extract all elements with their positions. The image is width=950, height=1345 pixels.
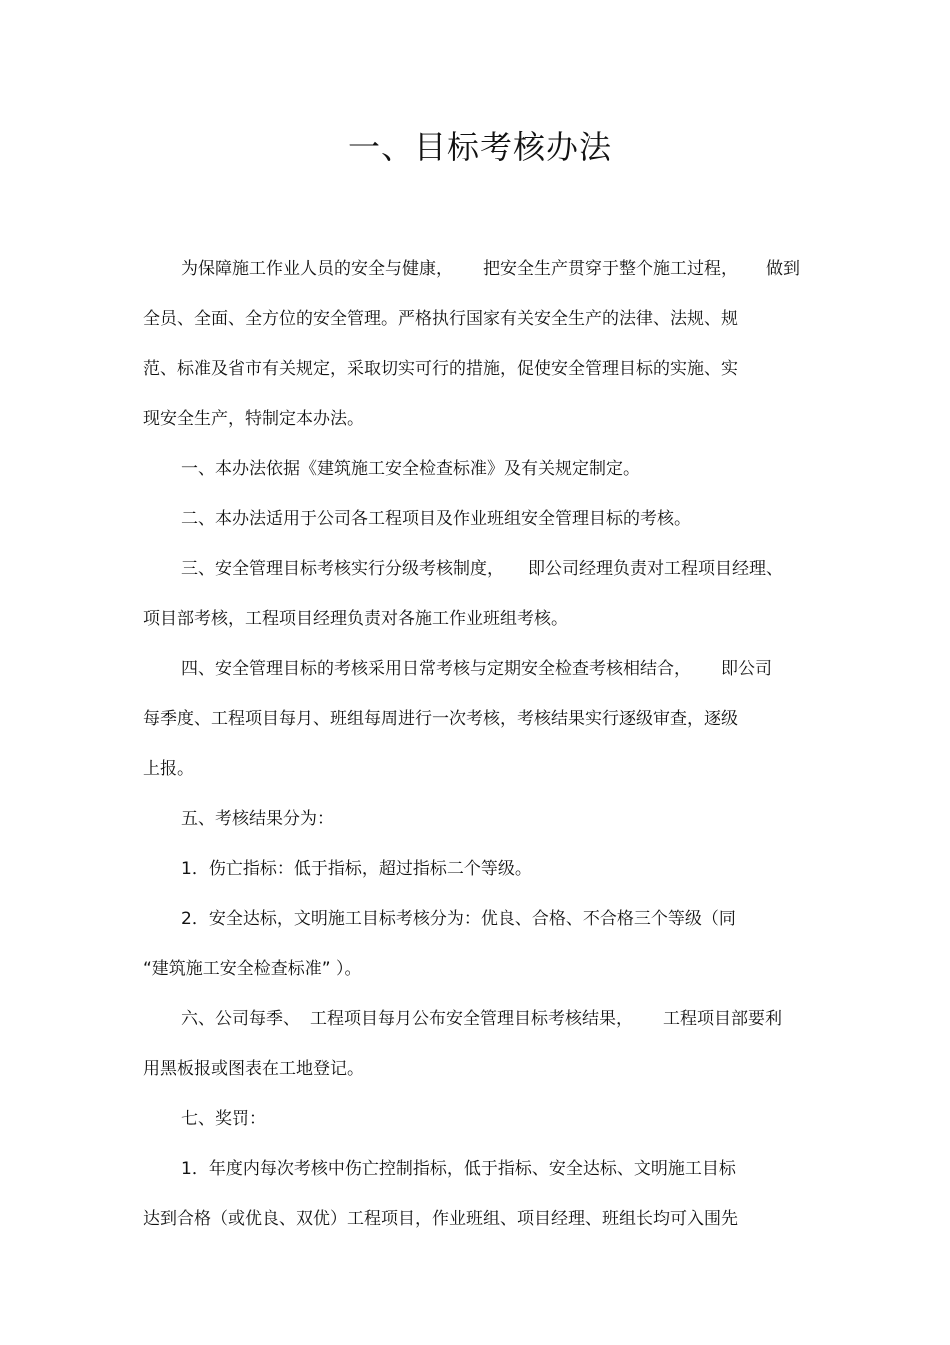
paragraph-line [143, 1207, 738, 1231]
paragraph-line [181, 1157, 736, 1181]
paragraph-line [143, 307, 738, 331]
paragraph-line [143, 757, 194, 781]
paragraph-line [181, 1107, 266, 1131]
text-segment: 即公司经理负责对工程项目经理、 [528, 559, 783, 579]
text-segment: 2．安全达标，文明施工目标考核分为：优良、合格、不合格三个等级（同 [181, 909, 736, 929]
text-segment: 上报。 [143, 759, 194, 779]
text-segment: 四、安全管理目标的考核采用日常考核与定期安全检查考核相结合， [181, 659, 691, 679]
text-segment: 工程项目部要利 [663, 1009, 782, 1029]
paragraph-line [181, 507, 691, 531]
paragraph-line [181, 857, 532, 881]
text-segment: 为保障施工作业人员的安全与健康， [181, 259, 453, 279]
text-segment: 范、标准及省市有关规定，采取切实可行的措施，促使安全管理目标的实施、实 [143, 359, 738, 379]
text-segment: 七、奖罚： [181, 1109, 266, 1129]
text-segment: “建筑施工安全检查标准” ）。 [143, 959, 362, 979]
paragraph-line [143, 407, 364, 431]
text-segment: 全员、全面、全方位的安全管理。严格执行国家有关安全生产的法律、法规、规 [143, 309, 738, 329]
text-segment: 把安全生产贯穿于整个施工过程， [483, 259, 738, 279]
paragraph-line [181, 257, 800, 281]
text-segment: 现安全生产，特制定本办法。 [143, 409, 364, 429]
text-segment: 做到 [766, 259, 800, 279]
paragraph-line [143, 607, 568, 631]
text-segment: 1．伤亡指标：低于指标，超过指标二个等级。 [181, 859, 532, 879]
text-segment: 1．年度内每次考核中伤亡控制指标，低于指标、安全达标、文明施工目标 [181, 1159, 736, 1179]
text-segment: 即公司 [721, 659, 772, 679]
paragraph-line [143, 957, 362, 981]
document-title: 一、目标考核办法 [347, 128, 612, 166]
paragraph-line [181, 657, 772, 681]
paragraph-line [143, 707, 738, 731]
paragraph-line [181, 457, 640, 481]
text-segment: 二、本办法适用于公司各工程项目及作业班组安全管理目标的考核。 [181, 509, 691, 529]
text-segment: 达到合格（或优良、双优）工程项目，作业班组、项目经理、班组长均可入围先 [143, 1209, 738, 1229]
paragraph-line [143, 357, 738, 381]
paragraph-line [181, 807, 334, 831]
text-segment: 五、考核结果分为： [181, 809, 334, 829]
paragraph-line [181, 557, 783, 581]
text-segment: 项目部考核，工程项目经理负责对各施工作业班组考核。 [143, 609, 568, 629]
text-segment: 一、本办法依据《建筑施工安全检查标准》及有关规定制定。 [181, 459, 640, 479]
text-segment: 工程项目每月公布安全管理目标考核结果， [310, 1009, 633, 1029]
paragraph-line [143, 1057, 364, 1081]
text-segment: 用黑板报或图表在工地登记。 [143, 1059, 364, 1079]
paragraph-line [181, 907, 736, 931]
text-segment: 六、公司每季、 [181, 1009, 300, 1029]
text-segment: 每季度、工程项目每月、班组每周进行一次考核，考核结果实行逐级审查，逐级 [143, 709, 738, 729]
paragraph-line [181, 1007, 782, 1031]
text-segment: 三、安全管理目标考核实行分级考核制度， [181, 559, 504, 579]
